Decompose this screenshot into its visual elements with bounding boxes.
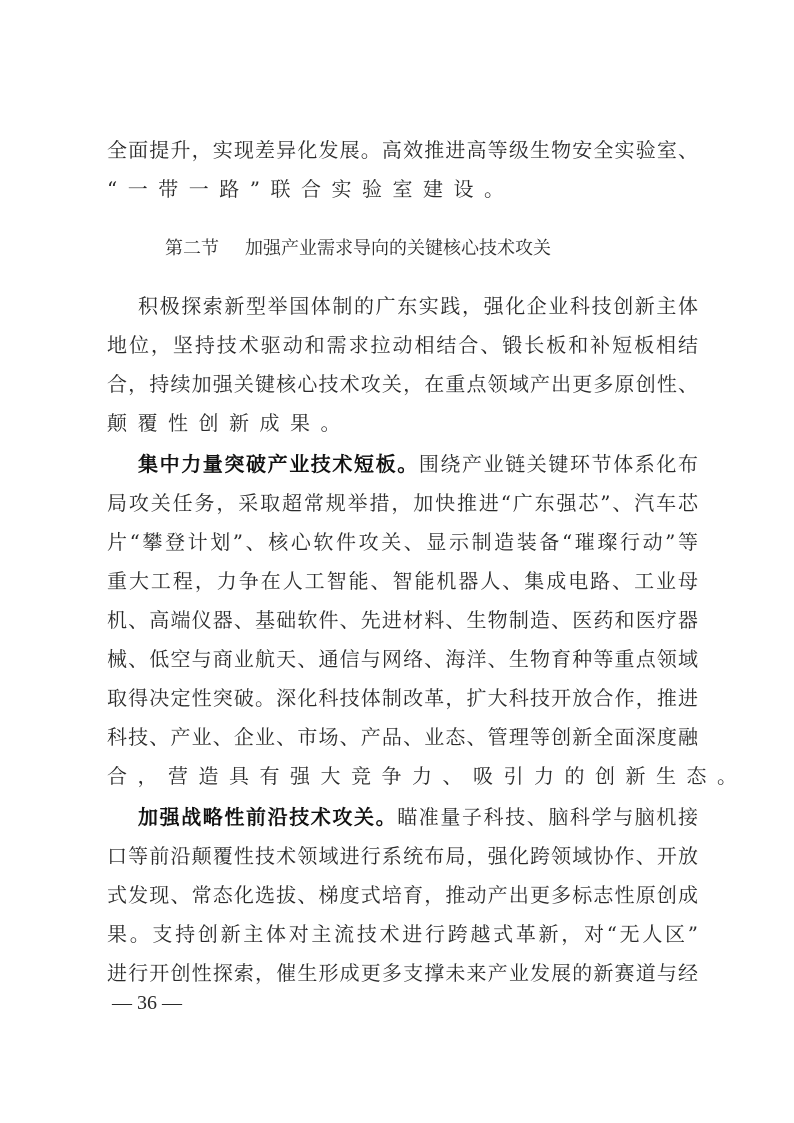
text-line: 械、低空与商业航天、通信与网络、海洋、生物育种等重点领域 — [107, 647, 698, 671]
text-line: 果。支持创新主体对主流技术进行跨越式革新，对“无人区” — [107, 922, 698, 946]
text-line: 取得决定性突破。深化科技体制改革，扩大科技开放合作，推进 — [107, 686, 698, 710]
paragraph-text: 瞄准量子科技、脑科学与脑机接 — [397, 805, 699, 829]
text-line: 合，持续加强关键核心技术攻关，在重点领域产出更多原创性、 — [107, 372, 698, 396]
paragraph — [107, 445, 748, 796]
paragraph — [107, 798, 698, 993]
text-line: 科技、产业、企业、市场、产品、业态、管理等创新全面深度融 — [107, 725, 698, 749]
text-line: 颠覆性创新成果。 — [107, 411, 351, 435]
text-line — [107, 798, 698, 837]
text-line — [107, 445, 698, 484]
text-line: “一带一路”联合实验室建设。 — [107, 177, 515, 201]
text-line: 机、高端仪器、基础软件、先进材料、生物制造、医药和医疗器 — [107, 608, 698, 632]
paragraph-text: 积极探索新型举国体制的广东实践，强化企业科技创新主体 — [138, 294, 698, 318]
paragraph-text: 围绕产业链关键环节体系化布 — [418, 452, 699, 476]
text-line: 式发现、常态化选拔、梯度式培育，推动产出更多标志性原创成 — [107, 883, 698, 907]
document-page — [107, 131, 748, 993]
text-line: 重大工程，力争在人工智能、智能机器人、集成电路、工业母 — [107, 569, 698, 593]
section-number: 第二节 — [165, 238, 219, 259]
text-line: 全面提升，实现差异化发展。高效推进高等级生物安全实验室、 — [107, 138, 698, 162]
text-line: 口等前沿颠覆性技术领域进行系统布局，强化跨领域协作、开放 — [107, 844, 698, 868]
text-line: 局攻关任务，采取超常规举措，加快推进“广东强芯”、汽车芯 — [107, 491, 698, 515]
paragraph-continued — [107, 131, 698, 209]
section-heading — [107, 229, 698, 268]
text-line: 片“攀登计划”、核心软件攻关、显示制造装备“璀璨行动”等 — [107, 530, 698, 554]
text-line: 合，营造具有强大竞争力、吸引力的创新生态。 — [107, 764, 748, 788]
text-line — [107, 287, 698, 326]
paragraph — [107, 287, 698, 443]
text-line: 地位，坚持技术驱动和需求拉动相结合、锻长板和补短板相结 — [107, 333, 698, 357]
paragraph-lead-bold: 集中力量突破产业技术短板。 — [138, 452, 419, 476]
text-line: 进行开创性探索，催生形成更多支撑未来产业发展的新赛道与经 — [107, 961, 698, 985]
page-number: — 36 — — [112, 992, 182, 1014]
section-title: 加强产业需求导向的关键核心技术攻关 — [245, 238, 551, 259]
paragraph-lead-bold: 加强战略性前沿技术攻关。 — [138, 805, 398, 829]
